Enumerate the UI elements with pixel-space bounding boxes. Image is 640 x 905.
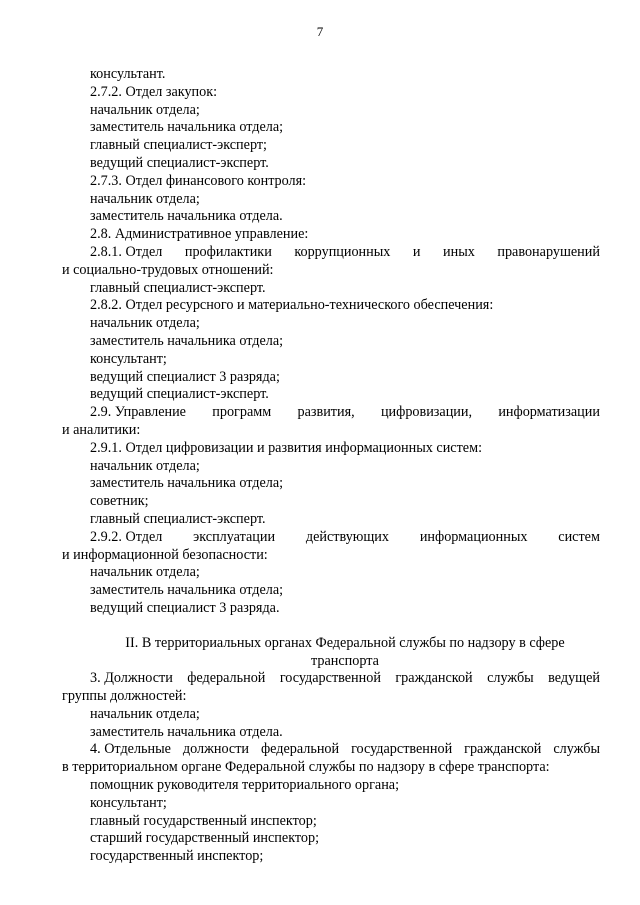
word: государственной (351, 741, 453, 758)
word: и (412, 243, 421, 260)
list-item: главный государственный инспектор; (90, 812, 317, 829)
word: цифровизации, (380, 404, 473, 421)
subsection-heading (62, 529, 600, 547)
list-item: государственный инспектор; (90, 848, 264, 865)
text-line: и информационной безопасности: (62, 546, 268, 563)
word: федеральной (187, 670, 266, 687)
text-line: консультант. (90, 66, 166, 82)
subsection-heading (62, 244, 600, 262)
list-item: начальник отдела; (90, 705, 200, 722)
list-item: заместитель начальника отдела. (90, 723, 283, 740)
word: 2.8.1. Отдел (90, 243, 163, 260)
word: службы (487, 670, 534, 687)
list-item: начальник отдела; (90, 101, 200, 118)
list-item: консультант; (90, 350, 167, 367)
list-item: начальник отдела; (90, 564, 200, 581)
word: эксплуатации (193, 528, 276, 545)
word: профилактики (184, 243, 272, 260)
subsection-heading: 2.7.3. Отдел финансового контроля: (90, 172, 307, 189)
word: ведущей (548, 670, 600, 687)
section-heading: 2.8. Административное управление: (90, 226, 309, 243)
word: гражданской (395, 670, 473, 687)
word: службы (553, 741, 600, 758)
word: систем (558, 528, 600, 545)
chapter-title: II. В территориальных органах Федеральной службы по надзору в сфере (125, 634, 565, 651)
word: гражданской (464, 741, 542, 758)
word: должности (182, 741, 250, 758)
word: коррупционных (294, 243, 391, 260)
word: государственной (279, 670, 381, 687)
text-line: и социально-трудовых отношений: (62, 261, 274, 278)
list-item: ведущий специалист-эксперт. (90, 386, 269, 403)
word: программ (212, 404, 272, 421)
subsection-heading: 2.7.2. Отдел закупок: (90, 83, 218, 100)
word: действующих (305, 528, 389, 545)
word: 3. Должности (90, 670, 173, 687)
page-number: 7 (316, 24, 324, 39)
list-item: главный специалист-эксперт; (90, 137, 267, 154)
list-item: помощник руководителя территориального органа; (90, 777, 400, 794)
list-item: начальник отдела; (90, 457, 200, 474)
word: 4. Отдельные (90, 741, 171, 758)
list-item: консультант; (90, 794, 167, 811)
list-item: советник; (90, 493, 149, 510)
list-item: ведущий специалист 3 разряда. (90, 599, 280, 616)
subsection-heading: 2.8.2. Отдел ресурсного и материально-технического обеспечения: (90, 297, 494, 314)
word: развития, (297, 404, 355, 421)
subsection-heading: 2.9.1. Отдел цифровизации и развития информационных систем: (90, 439, 483, 456)
word: федеральной (260, 741, 340, 758)
list-item: главный специалист-эксперт. (90, 279, 266, 296)
list-item: заместитель начальника отдела; (90, 475, 284, 492)
text-line: группы должностей: (62, 688, 187, 705)
text-line: и аналитики: (62, 421, 141, 438)
list-item: заместитель начальника отдела. (90, 208, 283, 225)
list-item: заместитель начальника отдела; (90, 332, 284, 349)
paragraph-first-line (62, 670, 600, 688)
list-item: начальник отдела; (90, 190, 200, 207)
word: 2.9.2. Отдел (90, 528, 163, 545)
chapter-title: транспорта (311, 652, 379, 669)
list-item: ведущий специалист-эксперт. (90, 154, 269, 171)
list-item: главный специалист-эксперт. (90, 510, 266, 527)
list-item: заместитель начальника отдела; (90, 582, 284, 599)
list-item: ведущий специалист 3 разряда; (90, 368, 280, 385)
paragraph-first-line (62, 741, 600, 759)
text-line: в территориальном органе Федеральной службы по надзору в сфере транспорта: (62, 759, 550, 776)
word: 2.9. Управление (90, 404, 186, 421)
word: информационных (419, 528, 528, 545)
word: правонарушений (497, 243, 600, 260)
word: информатизации (498, 404, 600, 421)
list-item: заместитель начальника отдела; (90, 119, 284, 136)
list-item: начальник отдела; (90, 315, 200, 332)
section-heading (62, 404, 600, 422)
word: иных (443, 243, 475, 260)
list-item: старший государственный инспектор; (90, 830, 320, 847)
document-body (62, 66, 600, 866)
